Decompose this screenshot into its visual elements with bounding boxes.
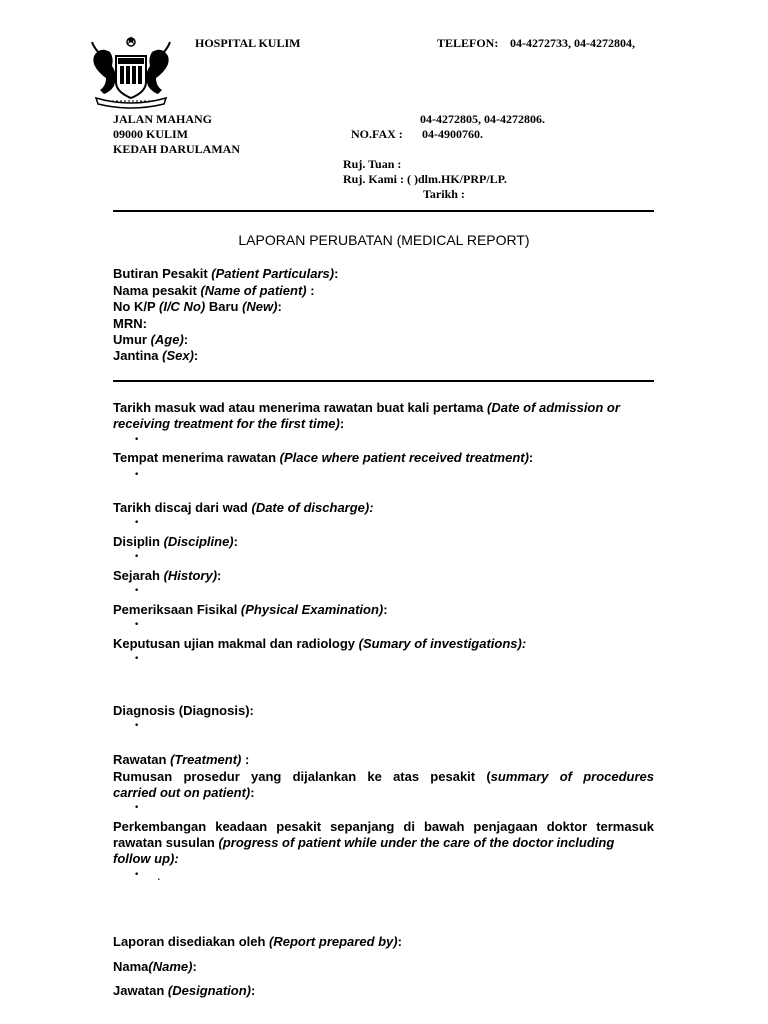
doctor-name-field (113, 959, 197, 974)
text: Butiran Pesakit (113, 266, 212, 281)
text: Tempat menerima rawatan (113, 450, 280, 465)
bullet-point: • (134, 586, 140, 596)
procedures-heading (113, 769, 654, 784)
text-en: (Place where patient received treatment) (279, 450, 529, 465)
ruj-kami: Ruj. Kami : ( )dlm.HK/PRP/LP. (343, 172, 507, 186)
text: Tarikh masuk wad atau menerima rawatan buat kali pertama (113, 400, 488, 415)
address-line-3: KEDAH DARULAMAN (113, 142, 240, 156)
telefon-numbers-2: 04-4272805, 04-4272806. (420, 112, 545, 126)
text-en: (Patient Particulars) (211, 266, 335, 281)
text-en: (progress of patient while under the care of the doctor including (218, 835, 615, 850)
text-end: : (383, 602, 388, 617)
text-en: (Name) (148, 959, 193, 974)
fax-label: NO.FAX : (351, 127, 403, 141)
bullet-point: • (134, 870, 140, 880)
text: Pemeriksaan Fisikal (113, 602, 241, 617)
text-en: (Name of patient) (200, 283, 307, 298)
text: Keputusan ujian makmal dan radiology (113, 636, 359, 651)
text: No K/P (113, 299, 159, 314)
text-en: (Date of discharge): (251, 500, 374, 515)
text-en: (Treatment) (170, 752, 242, 767)
text-end: : (241, 752, 250, 767)
bullet-point: • (134, 518, 140, 528)
report-title: LAPORAN PERUBATAN (MEDICAL REPORT) (238, 232, 530, 248)
bullet-point: • (134, 654, 140, 664)
discharge-date-heading (113, 500, 374, 515)
patient-divider (113, 380, 654, 382)
patient-mrn-field: MRN: (113, 316, 147, 331)
treatment-place-heading (113, 450, 533, 465)
text-en: (Age) (150, 332, 184, 347)
text: Sejarah (113, 568, 164, 583)
investigations-heading (113, 636, 526, 651)
admission-date-heading-cont (113, 416, 344, 431)
text: Tarikh discaj dari wad (113, 500, 252, 515)
text-end: : (250, 983, 256, 998)
admission-date-heading (113, 400, 620, 415)
patient-name-field (113, 283, 315, 298)
bullet-point: • (134, 721, 140, 731)
treatment-heading (113, 752, 249, 767)
text-en: carried out on patient) (113, 785, 251, 800)
address-line-1: JALAN MAHANG (113, 112, 212, 126)
text-en: (Report prepared by) (269, 934, 398, 949)
bullet-point: • (134, 620, 140, 630)
text-end: : (250, 785, 255, 800)
text: Nama (113, 959, 149, 974)
text: Rumusan prosedur yang dijalankan ke atas pesakit ( (113, 769, 491, 784)
text: Umur (113, 332, 151, 347)
telefon-numbers-1: 04-4272733, 04-4272804, (510, 36, 635, 50)
bullet-point: • (134, 435, 140, 445)
text-en: (History) (163, 568, 218, 583)
patient-age-field (113, 332, 188, 347)
progress-heading-cont (113, 835, 614, 850)
text-en: summary of procedures (490, 769, 654, 784)
text: Nama pesakit (113, 283, 201, 298)
text: Jawatan (113, 983, 168, 998)
patient-particulars-heading (113, 266, 338, 281)
history-heading (113, 568, 221, 583)
text-en: (Sumary of investigations): (358, 636, 527, 651)
header-divider (113, 210, 654, 212)
text: Disiplin (113, 534, 164, 549)
text: rawatan susulan (113, 835, 219, 850)
text: Baru (205, 299, 243, 314)
text: Rawatan (113, 752, 171, 767)
text-en: follow up): (113, 851, 179, 866)
bullet-point: • (134, 552, 140, 562)
text-end: : (192, 959, 197, 974)
text-end: : (339, 416, 345, 431)
prepared-by-heading (113, 934, 402, 949)
text-en: (Sex) (162, 348, 194, 363)
coat-of-arms-icon (86, 34, 176, 112)
patient-sex-field (113, 348, 198, 363)
text-end: : (277, 299, 282, 314)
discipline-heading (113, 534, 238, 549)
text-en: receiving treatment for the first time) (113, 416, 340, 431)
text-en: (I/C No) (159, 299, 206, 314)
text-end: : (306, 283, 315, 298)
text: Laporan disediakan oleh (113, 934, 270, 949)
tarikh-header: Tarikh : (423, 187, 465, 201)
text-end: : (193, 348, 199, 363)
progress-heading: Perkembangan keadaan pesakit sepanjang di bawah penjagaan doktor termasuk (113, 819, 654, 834)
text-en: (Date of admission or (487, 400, 620, 415)
text-end: : (528, 450, 534, 465)
ruj-tuan: Ruj. Tuan : (343, 157, 402, 171)
bullet-tail: . (157, 868, 161, 883)
text-end: : (233, 534, 238, 549)
text-en: (New) (242, 299, 278, 314)
bullet-point: • (134, 470, 140, 480)
patient-ic-field (113, 299, 282, 314)
text-en: (Designation) (167, 983, 251, 998)
procedures-heading-cont (113, 785, 255, 800)
text-end: : (217, 568, 222, 583)
address-line-2: 09000 KULIM (113, 127, 188, 141)
doctor-designation-field (113, 983, 255, 998)
hospital-name: HOSPITAL KULIM (195, 36, 301, 50)
text-end: : (334, 266, 339, 281)
text-end: : (397, 934, 402, 949)
progress-heading-cont-2 (113, 851, 179, 866)
text-en: (Discipline) (163, 534, 234, 549)
text-end: : (183, 332, 189, 347)
text: Jantina (113, 348, 163, 363)
bullet-point: • (134, 803, 140, 813)
text-en: (Physical Examination) (240, 602, 384, 617)
telefon-label: TELEFON: (437, 36, 499, 50)
diagnosis-heading: Diagnosis (Diagnosis): (113, 703, 254, 718)
fax-number: 04-4900760. (422, 127, 483, 141)
physical-exam-heading (113, 602, 388, 617)
